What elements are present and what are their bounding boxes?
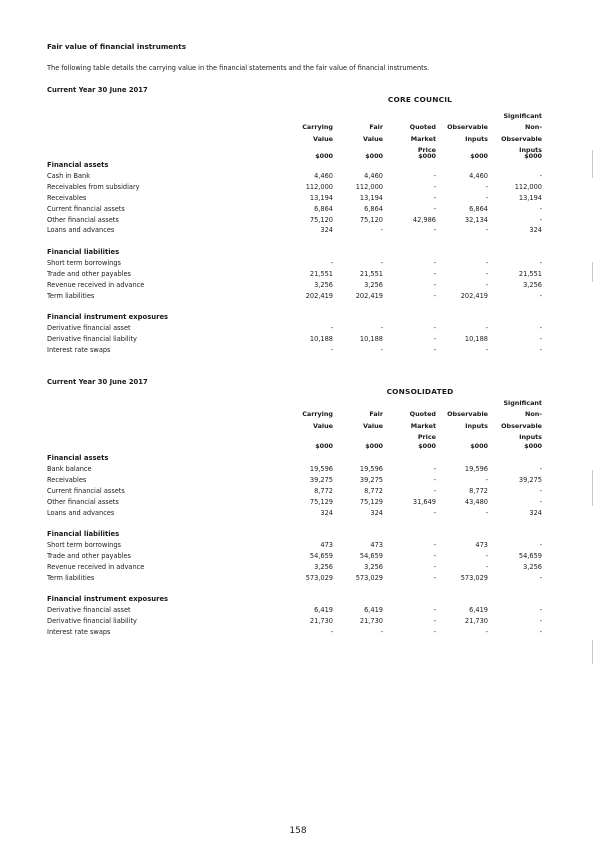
group-heading: Financial instrument exposures <box>47 313 169 321</box>
section-title: CORE COUNCIL <box>387 95 453 104</box>
group-heading: Financial liabilities <box>47 530 120 538</box>
cell-value: - <box>330 258 333 267</box>
column-header: Observable <box>501 134 542 143</box>
row-label: Derivative financial asset <box>47 605 131 614</box>
cell-value: - <box>380 226 383 235</box>
column-unit: $000 <box>418 152 436 160</box>
cell-value: 202,419 <box>460 291 488 300</box>
cell-value: 75,120 <box>309 215 333 224</box>
cell-value: - <box>433 182 436 191</box>
cell-value: 4,460 <box>364 171 383 180</box>
column-header: Price <box>417 432 436 441</box>
column-header: Observable <box>447 410 488 419</box>
cell-value: 6,419 <box>469 605 488 614</box>
cell-value: 54,659 <box>309 551 333 560</box>
cell-value: 8,772 <box>469 486 488 495</box>
cell-value: - <box>485 475 488 484</box>
column-header: Inputs <box>519 145 542 154</box>
cell-value: - <box>539 627 542 636</box>
row-label: Derivative financial liability <box>47 616 137 625</box>
cell-value: - <box>330 345 333 354</box>
cell-value: - <box>433 269 436 278</box>
column-header: Market <box>410 421 436 430</box>
cell-value: - <box>433 627 436 636</box>
cell-value: - <box>539 540 542 549</box>
intro-paragraph: The following table details the carrying value in the financial statements and the fair value of financial instruments. <box>47 64 430 72</box>
column-unit: $000 <box>315 442 333 450</box>
cell-value: - <box>485 226 488 235</box>
scan-edge-mark <box>592 150 593 178</box>
row-label: Interest rate swaps <box>47 345 111 354</box>
section-year-label: Current Year 30 June 2017 <box>47 86 148 94</box>
scan-edge-mark <box>592 262 593 282</box>
cell-value: - <box>539 334 542 343</box>
column-header: Market <box>410 134 436 143</box>
cell-value: 573,029 <box>460 573 488 582</box>
row-label: Term liabilities <box>47 291 95 300</box>
cell-value: - <box>433 475 436 484</box>
cell-value: - <box>539 486 542 495</box>
page-heading: Fair value of financial instruments <box>47 42 187 51</box>
section-year-label: Current Year 30 June 2017 <box>47 378 148 386</box>
cell-value: - <box>539 605 542 614</box>
cell-value: 202,419 <box>305 291 333 300</box>
row-label: Trade and other payables <box>47 551 131 560</box>
cell-value: - <box>485 345 488 354</box>
cell-value: - <box>539 258 542 267</box>
cell-value: 202,419 <box>355 291 383 300</box>
cell-value: - <box>433 486 436 495</box>
column-header: Significant <box>503 112 542 120</box>
cell-value: 8,772 <box>364 486 383 495</box>
cell-value: 8,772 <box>314 486 333 495</box>
column-header: Carrying <box>302 410 333 419</box>
cell-value: 54,659 <box>359 551 383 560</box>
cell-value: 42,986 <box>412 215 436 224</box>
cell-value: - <box>433 226 436 235</box>
cell-value: - <box>433 291 436 300</box>
cell-value: 10,188 <box>309 334 333 343</box>
cell-value: 473 <box>370 540 383 549</box>
column-header: Inputs <box>465 134 488 143</box>
cell-value: 112,000 <box>514 182 542 191</box>
cell-value: 39,275 <box>359 475 383 484</box>
cell-value: - <box>539 215 542 224</box>
page-number: 158 <box>289 826 307 836</box>
column-header: Non- <box>525 123 542 132</box>
cell-value: - <box>485 269 488 278</box>
cell-value: - <box>539 345 542 354</box>
cell-value: 324 <box>320 508 333 517</box>
cell-value: - <box>485 182 488 191</box>
row-label: Derivative financial asset <box>47 323 131 332</box>
column-unit: $000 <box>470 442 488 450</box>
cell-value: 13,194 <box>309 193 333 202</box>
column-header: Fair <box>369 410 383 419</box>
column-header: Fair <box>369 123 383 132</box>
row-label: Short term borrowings <box>47 540 121 549</box>
cell-value: - <box>433 464 436 473</box>
cell-value: 3,256 <box>523 562 542 571</box>
cell-value: 3,256 <box>523 280 542 289</box>
row-label: Interest rate swaps <box>47 627 111 636</box>
cell-value: 39,275 <box>518 475 542 484</box>
cell-value: 573,029 <box>355 573 383 582</box>
cell-value: - <box>485 280 488 289</box>
cell-value: - <box>433 204 436 213</box>
cell-value: - <box>485 562 488 571</box>
cell-value: 10,188 <box>359 334 383 343</box>
row-label: Receivables from subsidiary <box>47 182 140 191</box>
cell-value: 3,256 <box>364 562 383 571</box>
cell-value: 13,194 <box>518 193 542 202</box>
cell-value: - <box>539 464 542 473</box>
cell-value: - <box>485 627 488 636</box>
column-unit: $000 <box>365 442 383 450</box>
cell-value: 19,596 <box>464 464 488 473</box>
cell-value: 75,120 <box>359 215 383 224</box>
cell-value: - <box>433 605 436 614</box>
cell-value: - <box>433 334 436 343</box>
cell-value: 6,864 <box>364 204 383 213</box>
column-header: Significant <box>503 399 542 407</box>
cell-value: 21,551 <box>309 269 333 278</box>
cell-value: - <box>380 258 383 267</box>
row-label: Revenue received in advance <box>47 280 145 289</box>
scan-edge-mark <box>592 640 593 664</box>
cell-value: - <box>433 573 436 582</box>
column-header: Quoted <box>409 123 436 132</box>
cell-value: - <box>380 323 383 332</box>
cell-value: 6,864 <box>469 204 488 213</box>
cell-value: - <box>330 323 333 332</box>
cell-value: 324 <box>320 226 333 235</box>
cell-value: - <box>433 323 436 332</box>
cell-value: - <box>485 323 488 332</box>
row-label: Revenue received in advance <box>47 562 145 571</box>
row-label: Derivative financial liability <box>47 334 137 343</box>
row-label: Term liabilities <box>47 573 95 582</box>
cell-value: - <box>433 616 436 625</box>
cell-value: - <box>433 171 436 180</box>
column-header: Observable <box>447 123 488 132</box>
row-label: Trade and other payables <box>47 269 131 278</box>
group-heading: Financial instrument exposures <box>47 595 169 603</box>
cell-value: - <box>433 540 436 549</box>
row-label: Other financial assets <box>47 497 119 506</box>
column-header: Value <box>313 421 333 430</box>
cell-value: - <box>433 551 436 560</box>
cell-value: 13,194 <box>359 193 383 202</box>
column-header: Value <box>363 421 383 430</box>
row-label: Current financial assets <box>47 204 125 213</box>
cell-value: - <box>433 258 436 267</box>
cell-value: 473 <box>475 540 488 549</box>
group-heading: Financial liabilities <box>47 248 120 256</box>
cell-value: - <box>485 193 488 202</box>
cell-value: 10,188 <box>464 334 488 343</box>
cell-value: 4,460 <box>314 171 333 180</box>
cell-value: - <box>433 508 436 517</box>
cell-value: - <box>433 562 436 571</box>
cell-value: 21,730 <box>309 616 333 625</box>
cell-value: 75,129 <box>359 497 383 506</box>
cell-value: - <box>485 258 488 267</box>
column-header: Value <box>363 134 383 143</box>
cell-value: 21,551 <box>359 269 383 278</box>
cell-value: - <box>433 193 436 202</box>
cell-value: 21,730 <box>464 616 488 625</box>
column-header: Non- <box>525 410 542 419</box>
column-unit: $000 <box>524 442 542 450</box>
cell-value: 31,649 <box>412 497 436 506</box>
cell-value: 473 <box>320 540 333 549</box>
cell-value: 112,000 <box>355 182 383 191</box>
row-label: Current financial assets <box>47 486 125 495</box>
group-heading: Financial assets <box>47 161 109 169</box>
cell-value: - <box>539 323 542 332</box>
column-unit: $000 <box>315 152 333 160</box>
cell-value: 6,419 <box>314 605 333 614</box>
row-label: Short term borrowings <box>47 258 121 267</box>
column-header: Inputs <box>519 432 542 441</box>
cell-value: 19,596 <box>359 464 383 473</box>
cell-value: - <box>433 280 436 289</box>
row-label: Receivables <box>47 475 87 484</box>
row-label: Receivables <box>47 193 87 202</box>
column-header: Observable <box>501 421 542 430</box>
row-label: Loans and advances <box>47 508 115 517</box>
cell-value: 54,659 <box>518 551 542 560</box>
column-header: Carrying <box>302 123 333 132</box>
cell-value: 324 <box>529 226 542 235</box>
cell-value: - <box>539 291 542 300</box>
cell-value: 19,596 <box>309 464 333 473</box>
cell-value: 43,480 <box>464 497 488 506</box>
column-header: Inputs <box>465 421 488 430</box>
cell-value: 21,730 <box>359 616 383 625</box>
cell-value: 39,275 <box>309 475 333 484</box>
column-unit: $000 <box>524 152 542 160</box>
row-label: Other financial assets <box>47 215 119 224</box>
column-unit: $000 <box>470 152 488 160</box>
column-header: Quoted <box>409 410 436 419</box>
column-header: Value <box>313 134 333 143</box>
cell-value: 3,256 <box>364 280 383 289</box>
cell-value: 4,460 <box>469 171 488 180</box>
section-title: CONSOLIDATED <box>386 387 454 396</box>
column-header: Price <box>417 145 436 154</box>
cell-value: 6,419 <box>364 605 383 614</box>
row-label: Loans and advances <box>47 226 115 235</box>
cell-value: - <box>539 616 542 625</box>
scan-edge-mark <box>592 470 593 506</box>
group-heading: Financial assets <box>47 454 109 462</box>
cell-value: 112,000 <box>305 182 333 191</box>
cell-value: 324 <box>370 508 383 517</box>
row-label: Cash in Bank <box>47 171 91 180</box>
cell-value: - <box>380 627 383 636</box>
column-unit: $000 <box>418 442 436 450</box>
cell-value: - <box>380 345 383 354</box>
cell-value: - <box>539 573 542 582</box>
cell-value: - <box>485 508 488 517</box>
cell-value: 324 <box>529 508 542 517</box>
cell-value: 3,256 <box>314 562 333 571</box>
cell-value: 3,256 <box>314 280 333 289</box>
column-unit: $000 <box>365 152 383 160</box>
cell-value: - <box>330 627 333 636</box>
cell-value: - <box>539 497 542 506</box>
cell-value: - <box>485 551 488 560</box>
cell-value: 6,864 <box>314 204 333 213</box>
cell-value: 21,551 <box>518 269 542 278</box>
cell-value: 573,029 <box>305 573 333 582</box>
cell-value: - <box>539 204 542 213</box>
row-label: Bank balance <box>47 464 92 473</box>
cell-value: 32,134 <box>464 215 488 224</box>
cell-value: - <box>433 345 436 354</box>
cell-value: - <box>539 171 542 180</box>
cell-value: 75,129 <box>309 497 333 506</box>
